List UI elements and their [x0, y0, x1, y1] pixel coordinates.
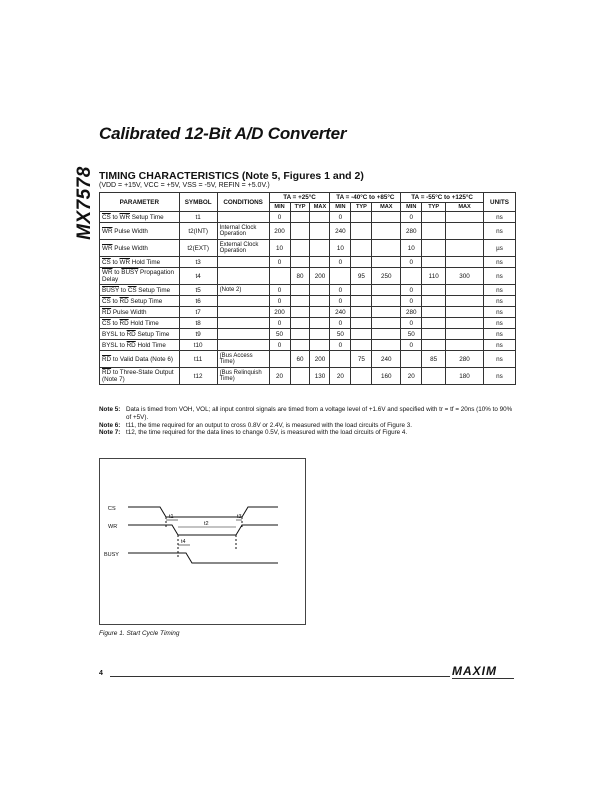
- cell-max-25: [310, 307, 330, 318]
- cell-typ-25: [290, 212, 310, 223]
- header-max: MAX: [372, 203, 401, 212]
- parameter-part: $\overline{RD}$: [102, 308, 112, 316]
- cell-parameter: [100, 268, 180, 285]
- header-units: UNITS: [483, 193, 515, 212]
- parameter-part: to: [110, 297, 120, 305]
- cell-max-40-85: [372, 307, 401, 318]
- header-min: MIN: [269, 203, 290, 212]
- parameter-part: BYSL to: [102, 330, 127, 338]
- cell-min-40-85: 0: [330, 285, 351, 296]
- cell-min-55-125: 20: [401, 368, 422, 385]
- cell-min-40-85: 0: [330, 318, 351, 329]
- cell-typ-40-85: [351, 240, 372, 257]
- cell-max-40-85: [372, 340, 401, 351]
- parameter-part: to: [110, 213, 120, 221]
- cell-max-25: [310, 257, 330, 268]
- note-text: Data is timed from VOH, VOL; all input control signals are timed from a voltage level of +1.6V and specified with tr = tf = 20ns (10% to 90% of +5V).: [126, 406, 513, 421]
- cell-max-55-125: [446, 212, 484, 223]
- cell-symbol: t2(INT): [179, 223, 217, 240]
- parameter-part: to Three-State Output (Note 7): [102, 369, 174, 383]
- cell-parameter: [100, 318, 180, 329]
- header-typ: TYP: [290, 203, 310, 212]
- parameter-part: $\overline{CS}$: [127, 286, 137, 294]
- t2-label: t2: [204, 521, 209, 527]
- parameter-part: Propagation Delay: [102, 269, 175, 283]
- parameter-part: Hold Time: [128, 319, 159, 327]
- cell-min-25: [269, 268, 290, 285]
- cell-units: ns: [483, 329, 515, 340]
- cell-typ-40-85: [351, 318, 372, 329]
- table-row: [100, 268, 516, 285]
- cell-parameter: [100, 257, 180, 268]
- cell-max-55-125: [446, 296, 484, 307]
- parameter-part: to: [110, 258, 120, 266]
- cell-typ-25: 80: [290, 268, 310, 285]
- busy-signal-label: BUSY: [104, 552, 119, 558]
- cell-conditions: [217, 212, 269, 223]
- parameter-part: Pulse Width: [112, 244, 148, 252]
- cell-min-25: 0: [269, 318, 290, 329]
- cell-typ-40-85: [351, 307, 372, 318]
- cell-max-40-85: [372, 240, 401, 257]
- cell-max-55-125: [446, 257, 484, 268]
- cell-min-25: 0: [269, 285, 290, 296]
- cell-max-40-85: [372, 212, 401, 223]
- cell-typ-55-125: [422, 368, 446, 385]
- cell-min-55-125: 280: [401, 223, 422, 240]
- parameter-part: to Valid Data (Note 6): [111, 355, 173, 363]
- table-row: [100, 285, 516, 296]
- header-temp-40-85: TA = -40°C to +85°C: [330, 193, 401, 203]
- cell-min-55-125: 280: [401, 307, 422, 318]
- parameter-part: Setup Time: [135, 330, 170, 338]
- cell-max-25: [310, 285, 330, 296]
- cs-waveform: [128, 507, 278, 517]
- header-min: MIN: [330, 203, 351, 212]
- table-row: [100, 351, 516, 368]
- note-5: [99, 406, 519, 422]
- cs-signal-label: CS: [108, 506, 116, 512]
- cell-min-25: 0: [269, 257, 290, 268]
- cell-typ-40-85: [351, 368, 372, 385]
- cell-max-25: [310, 340, 330, 351]
- cell-max-25: 200: [310, 268, 330, 285]
- t1-label: t1: [169, 514, 174, 520]
- table-row: [100, 257, 516, 268]
- parameter-part: $\overline{RD}$: [119, 297, 129, 305]
- cell-typ-55-125: [422, 340, 446, 351]
- cell-max-25: 200: [310, 351, 330, 368]
- cell-symbol: t12: [179, 368, 217, 385]
- cell-units: ns: [483, 285, 515, 296]
- cell-max-25: [310, 223, 330, 240]
- table-row: [100, 329, 516, 340]
- cell-units: ns: [483, 368, 515, 385]
- cell-typ-40-85: 95: [351, 268, 372, 285]
- parameter-part: Hold Time: [130, 258, 161, 266]
- cell-typ-40-85: [351, 296, 372, 307]
- cell-symbol: t8: [179, 318, 217, 329]
- cell-units: ns: [483, 257, 515, 268]
- cell-typ-25: [290, 223, 310, 240]
- cell-typ-55-125: [422, 240, 446, 257]
- cell-typ-55-125: [422, 329, 446, 340]
- cell-typ-25: [290, 285, 310, 296]
- cell-typ-25: [290, 296, 310, 307]
- parameter-part: $\overline{WR}$: [102, 227, 113, 235]
- cell-typ-55-125: [422, 296, 446, 307]
- cell-max-25: [310, 318, 330, 329]
- parameter-part: to: [119, 286, 128, 294]
- wr-waveform: [128, 525, 278, 535]
- parameter-part: to: [110, 319, 120, 327]
- note-6: [99, 422, 519, 430]
- cell-conditions: [217, 340, 269, 351]
- parameter-part: to: [112, 269, 122, 276]
- cell-typ-40-85: [351, 340, 372, 351]
- cell-max-25: [310, 240, 330, 257]
- note-label: Note 7:: [99, 429, 121, 437]
- cell-max-40-85: [372, 318, 401, 329]
- cell-symbol: t1: [179, 212, 217, 223]
- header-typ: TYP: [351, 203, 372, 212]
- cell-symbol: t9: [179, 329, 217, 340]
- cell-min-55-125: [401, 268, 422, 285]
- cell-typ-55-125: [422, 318, 446, 329]
- cell-typ-55-125: 85: [422, 351, 446, 368]
- cell-max-55-125: [446, 240, 484, 257]
- timing-diagram-figure: [99, 458, 306, 625]
- cell-parameter: [100, 285, 180, 296]
- cell-min-25: 200: [269, 307, 290, 318]
- section-subtitle: (VDD = +15V, VCC = +5V, VSS = -5V, REFIN = +5.0V.): [99, 182, 270, 189]
- cell-units: µs: [483, 240, 515, 257]
- cell-max-25: [310, 296, 330, 307]
- page-title: Calibrated 12-Bit A/D Converter: [99, 124, 347, 143]
- cell-max-25: [310, 329, 330, 340]
- header-conditions: CONDITIONS: [217, 193, 269, 212]
- cell-typ-40-85: [351, 257, 372, 268]
- wr-signal-label: WR: [108, 524, 118, 530]
- cell-typ-40-85: [351, 285, 372, 296]
- cell-symbol: t6: [179, 296, 217, 307]
- cell-typ-55-125: [422, 285, 446, 296]
- cell-min-55-125: 0: [401, 318, 422, 329]
- cell-conditions: External Clock Operation: [217, 240, 269, 257]
- cell-typ-55-125: 110: [422, 268, 446, 285]
- cell-min-25: 0: [269, 212, 290, 223]
- cell-max-40-85: 240: [372, 351, 401, 368]
- cell-max-55-125: [446, 329, 484, 340]
- cell-typ-25: [290, 318, 310, 329]
- cell-parameter: [100, 212, 180, 223]
- header-parameter: PARAMETER: [100, 193, 180, 212]
- maxim-logo: MAXIM: [452, 664, 497, 678]
- cell-min-40-85: 10: [330, 240, 351, 257]
- cell-min-40-85: 0: [330, 296, 351, 307]
- cell-min-55-125: 50: [401, 329, 422, 340]
- cell-max-40-85: 160: [372, 368, 401, 385]
- parameter-part: Pulse Width: [112, 227, 148, 235]
- cell-max-40-85: [372, 329, 401, 340]
- cell-min-25: 20: [269, 368, 290, 385]
- cell-min-55-125: [401, 351, 422, 368]
- table-row: [100, 212, 516, 223]
- cell-symbol: t4: [179, 268, 217, 285]
- cell-parameter: [100, 307, 180, 318]
- cell-symbol: t10: [179, 340, 217, 351]
- cell-conditions: [217, 296, 269, 307]
- t3-label: t3: [237, 514, 242, 520]
- notes-section: [99, 406, 519, 437]
- cell-typ-25: [290, 240, 310, 257]
- table-header-row: [100, 193, 516, 203]
- cell-units: ns: [483, 212, 515, 223]
- cell-min-25: 10: [269, 240, 290, 257]
- busy-waveform: [128, 553, 278, 563]
- cell-units: ns: [483, 340, 515, 351]
- cell-symbol: t11: [179, 351, 217, 368]
- cell-typ-55-125: [422, 212, 446, 223]
- parameter-part: $\overline{WR}$: [119, 258, 131, 266]
- cell-typ-40-85: [351, 223, 372, 240]
- table-row: [100, 307, 516, 318]
- part-number-text: MX7578: [74, 166, 95, 240]
- cell-conditions: [217, 257, 269, 268]
- note-label: Note 6:: [99, 421, 121, 429]
- parameter-part: BUSY: [102, 286, 120, 294]
- cell-symbol: t3: [179, 257, 217, 268]
- parameter-part: $\overline{RD}$: [102, 369, 112, 376]
- cell-max-40-85: [372, 296, 401, 307]
- cell-typ-40-85: [351, 329, 372, 340]
- parameter-part: $\overline{WR}$: [102, 269, 113, 276]
- cell-max-40-85: [372, 257, 401, 268]
- cell-max-55-125: [446, 318, 484, 329]
- cell-min-25: 200: [269, 223, 290, 240]
- parameter-part: BYSL to: [102, 341, 127, 349]
- cell-max-40-85: [372, 285, 401, 296]
- cell-min-25: 50: [269, 329, 290, 340]
- table-row: [100, 296, 516, 307]
- cell-max-55-125: 300: [446, 268, 484, 285]
- parameter-part: $\overline{CS}$: [102, 297, 111, 305]
- cell-parameter: [100, 340, 180, 351]
- cell-conditions: [217, 329, 269, 340]
- note-label: Note 5:: [99, 406, 121, 413]
- cell-min-40-85: [330, 351, 351, 368]
- cell-parameter: [100, 296, 180, 307]
- cell-min-40-85: 0: [330, 257, 351, 268]
- cell-units: ns: [483, 351, 515, 368]
- cell-min-40-85: 0: [330, 340, 351, 351]
- cell-typ-55-125: [422, 257, 446, 268]
- cell-symbol: t5: [179, 285, 217, 296]
- header-temp-25: TA = +25°C: [269, 193, 330, 203]
- cell-conditions: [217, 318, 269, 329]
- parameter-part: $\overline{RD}$: [102, 355, 112, 363]
- parameter-part: $\overline{CS}$: [102, 258, 111, 266]
- section-title: TIMING CHARACTERISTICS (Note 5, Figures 1 and 2): [99, 170, 364, 182]
- table-row: [100, 368, 516, 385]
- header-min: MIN: [401, 203, 422, 212]
- cell-min-40-85: 0: [330, 212, 351, 223]
- cell-conditions: [217, 307, 269, 318]
- cell-min-25: 0: [269, 340, 290, 351]
- cell-min-40-85: 20: [330, 368, 351, 385]
- cell-units: ns: [483, 318, 515, 329]
- parameter-part: $\overline{RD}$: [119, 319, 129, 327]
- note-7: [99, 429, 519, 437]
- cell-typ-25: [290, 340, 310, 351]
- note-text: t11, the time required for an output to cross 0.8V or 2.4V, is measured with the load circuits of Figure 3.: [126, 421, 412, 429]
- parameter-part: Setup Time: [130, 213, 164, 221]
- parameter-part: Hold Time: [135, 341, 166, 349]
- timing-table: [99, 192, 516, 385]
- cell-typ-55-125: [422, 307, 446, 318]
- cell-max-55-125: [446, 285, 484, 296]
- cell-min-55-125: 10: [401, 240, 422, 257]
- parameter-part: $\overline{WR}$: [102, 244, 113, 252]
- table-row: [100, 240, 516, 257]
- table-row: [100, 318, 516, 329]
- logo-underline: [452, 678, 514, 679]
- header-max: MAX: [446, 203, 484, 212]
- cell-min-55-125: 0: [401, 212, 422, 223]
- cell-min-40-85: 240: [330, 307, 351, 318]
- cell-units: ns: [483, 268, 515, 285]
- cell-conditions: (Note 2): [217, 285, 269, 296]
- page-number: 4: [99, 670, 103, 677]
- cell-max-25: [310, 212, 330, 223]
- table-row: [100, 340, 516, 351]
- cell-max-55-125: [446, 223, 484, 240]
- cell-min-40-85: [330, 268, 351, 285]
- parameter-part: BUSY: [121, 269, 139, 276]
- cell-parameter: [100, 240, 180, 257]
- cell-min-55-125: 0: [401, 257, 422, 268]
- cell-typ-40-85: [351, 212, 372, 223]
- cell-conditions: (Bus Access Time): [217, 351, 269, 368]
- cell-max-40-85: 250: [372, 268, 401, 285]
- cell-symbol: t2(EXT): [179, 240, 217, 257]
- table-row: [100, 223, 516, 240]
- parameter-part: $\overline{CS}$: [102, 213, 111, 221]
- cell-parameter: [100, 223, 180, 240]
- cell-min-25: [269, 351, 290, 368]
- cell-max-25: 130: [310, 368, 330, 385]
- cell-typ-55-125: [422, 223, 446, 240]
- cell-max-55-125: 280: [446, 351, 484, 368]
- parameter-part: Pulse Width: [111, 308, 147, 316]
- part-number-side-label: [72, 158, 98, 248]
- header-symbol: SYMBOL: [179, 193, 217, 212]
- cell-max-55-125: [446, 340, 484, 351]
- header-max: MAX: [310, 203, 330, 212]
- cell-typ-25: [290, 307, 310, 318]
- cell-min-55-125: 0: [401, 285, 422, 296]
- parameter-part: $\overline{RD}$: [126, 341, 136, 349]
- parameter-part: Setup Time: [128, 297, 163, 305]
- cell-min-55-125: 0: [401, 340, 422, 351]
- figure-caption: Figure 1. Start Cycle Timing: [99, 630, 180, 637]
- cell-units: ns: [483, 296, 515, 307]
- cell-parameter: [100, 329, 180, 340]
- parameter-part: Setup Time: [136, 286, 171, 294]
- parameter-part: $\overline{WR}$: [119, 213, 131, 221]
- note-text: t12, the time required for the data lines to change 0.5V, is measured with the load circuits of Figure 4.: [126, 429, 408, 437]
- cell-units: ns: [483, 223, 515, 240]
- header-temp-55-125: TA = -55°C to +125°C: [401, 193, 484, 203]
- parameter-part: $\overline{CS}$: [102, 319, 111, 327]
- cell-min-40-85: 240: [330, 223, 351, 240]
- cell-parameter: [100, 368, 180, 385]
- cell-conditions: (Bus Relinquish Time): [217, 368, 269, 385]
- cell-symbol: t7: [179, 307, 217, 318]
- cell-parameter: [100, 351, 180, 368]
- cell-conditions: Internal Clock Operation: [217, 223, 269, 240]
- cell-min-25: 0: [269, 296, 290, 307]
- cell-typ-25: [290, 368, 310, 385]
- cell-typ-25: [290, 329, 310, 340]
- footer-rule: [110, 676, 450, 677]
- cell-max-55-125: [446, 307, 484, 318]
- header-typ: TYP: [422, 203, 446, 212]
- cell-typ-25: [290, 257, 310, 268]
- cell-max-40-85: [372, 223, 401, 240]
- cell-max-55-125: 180: [446, 368, 484, 385]
- cell-min-55-125: 0: [401, 296, 422, 307]
- cell-min-40-85: 50: [330, 329, 351, 340]
- timing-table-body: [100, 212, 516, 385]
- cell-typ-40-85: 75: [351, 351, 372, 368]
- cell-typ-25: 60: [290, 351, 310, 368]
- timing-diagram: [100, 459, 305, 624]
- cell-units: ns: [483, 307, 515, 318]
- t4-label: t4: [181, 539, 186, 545]
- cell-conditions: [217, 268, 269, 285]
- parameter-part: $\overline{RD}$: [126, 330, 136, 338]
